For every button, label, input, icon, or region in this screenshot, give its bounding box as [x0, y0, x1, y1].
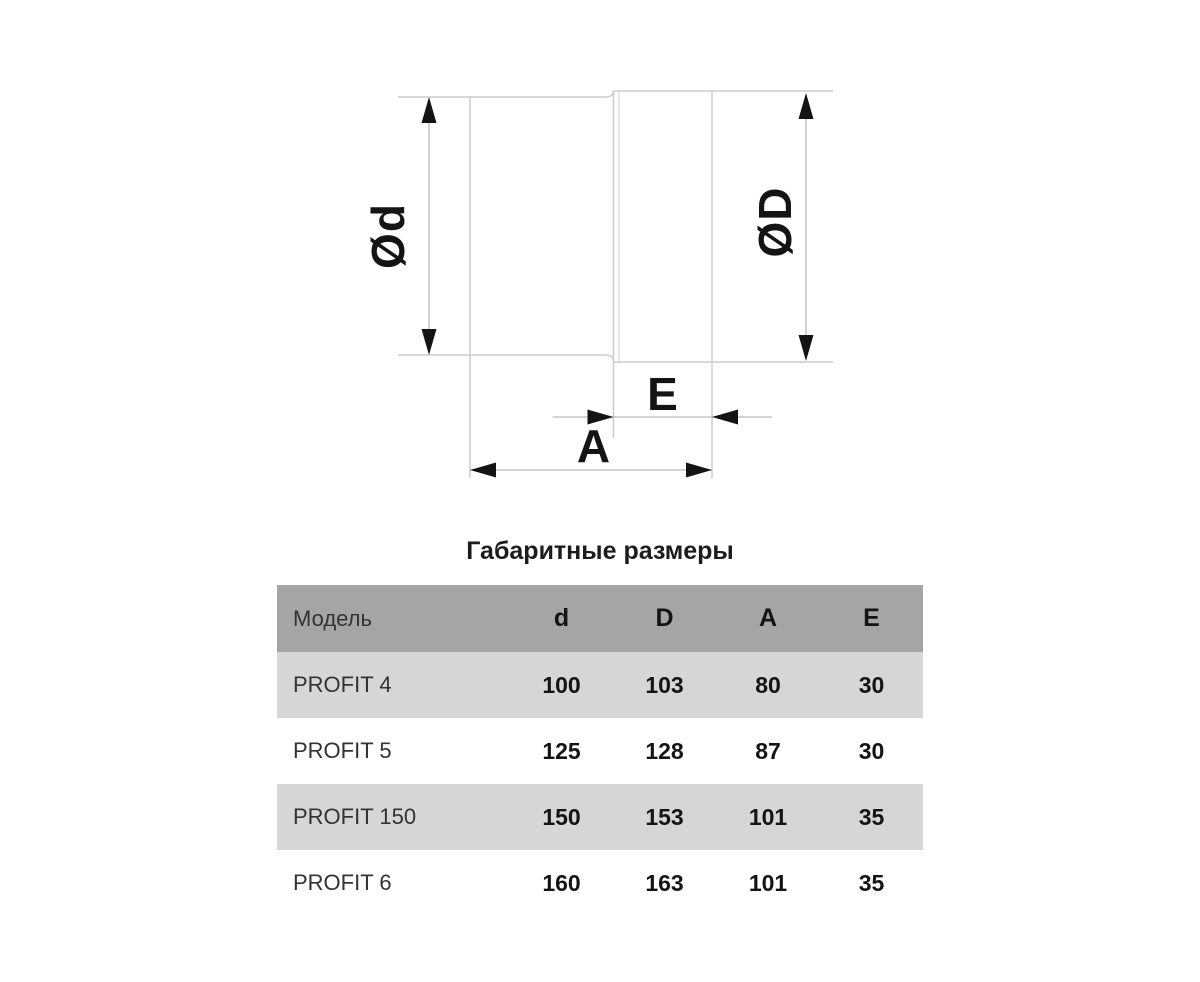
value-E: 35: [858, 869, 885, 896]
model-name: PROFIT 6: [293, 870, 392, 895]
value-E: 30: [858, 671, 885, 698]
model-name: PROFIT 5: [293, 738, 392, 763]
column-header-D: D: [655, 604, 674, 632]
value-A: 101: [748, 803, 788, 830]
table-header-row: [277, 585, 923, 652]
dimensions-table: [277, 585, 923, 916]
table-row: [277, 850, 923, 916]
table-row: [277, 652, 923, 718]
table-row: [277, 784, 923, 850]
value-D: 153: [645, 803, 684, 830]
dimension-label-small-diameter: Ød: [362, 203, 414, 269]
dimension-label-total-length: A: [576, 420, 612, 472]
arrow-left-icon: [470, 463, 496, 478]
value-E: 35: [858, 803, 885, 830]
value-E: 30: [858, 737, 885, 764]
model-name: PROFIT 4: [293, 672, 392, 697]
column-header-E: E: [863, 604, 880, 632]
arrow-down-icon: [799, 335, 814, 361]
dimension-label-collar-length: E: [647, 368, 679, 420]
table-title: Габаритные размеры: [466, 537, 734, 565]
arrow-down-icon: [422, 329, 437, 355]
column-header-A: A: [758, 604, 778, 632]
value-A: 87: [755, 737, 781, 764]
arrow-up-icon: [799, 93, 814, 119]
column-header-model: Модель: [293, 605, 372, 631]
dimension-label-large-diameter: ØD: [749, 186, 801, 258]
value-d: 160: [542, 869, 581, 896]
model-name: PROFIT 150: [293, 804, 417, 829]
column-header-d: d: [553, 604, 570, 632]
value-D: 128: [645, 737, 684, 764]
value-d: 150: [542, 803, 581, 830]
value-D: 163: [645, 869, 684, 896]
value-d: 125: [542, 737, 581, 764]
value-A: 101: [748, 869, 788, 896]
value-A: 80: [755, 671, 781, 698]
table-row: [277, 718, 923, 784]
value-D: 103: [645, 671, 684, 698]
value-d: 100: [542, 671, 581, 698]
arrow-up-icon: [422, 97, 437, 123]
arrow-right-icon: [686, 463, 712, 478]
